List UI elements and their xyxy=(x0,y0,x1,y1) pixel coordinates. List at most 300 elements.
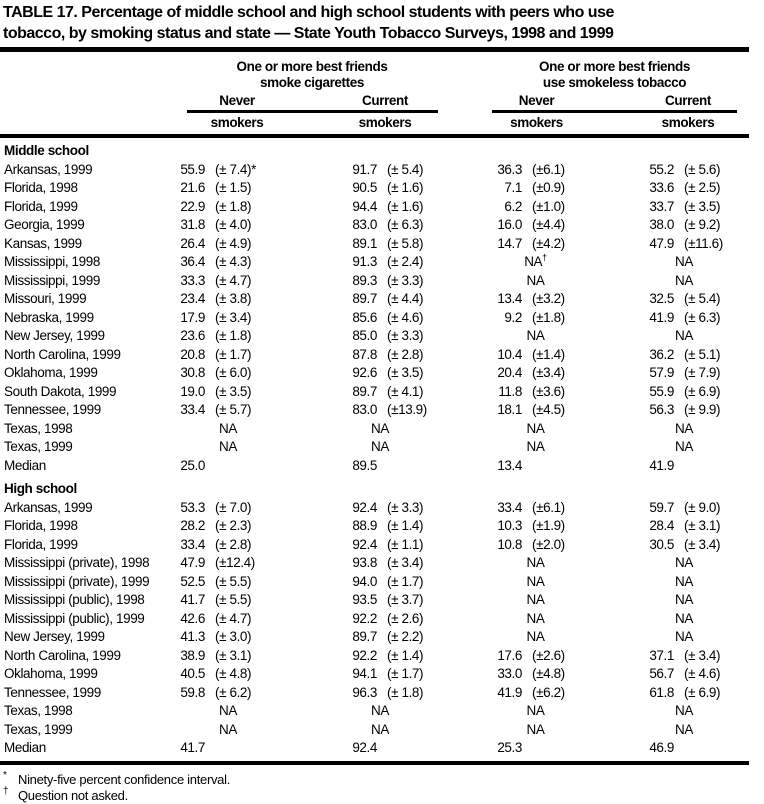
value-cell: 57.9 xyxy=(649,365,674,380)
row-label: Median xyxy=(4,740,46,755)
value-cell: 89.3 xyxy=(352,272,377,288)
na-cell: NA xyxy=(526,555,545,570)
table-row xyxy=(0,383,749,402)
column-header-smokers-2: smokers xyxy=(358,115,412,130)
ci-cell: (± 3.3) xyxy=(387,499,424,515)
ci-cell: (± 1.8) xyxy=(387,684,424,700)
value-cell: 11.8 xyxy=(498,383,522,399)
ci-cell: (± 5.6) xyxy=(684,161,721,177)
ci-cell: (± 2.5) xyxy=(684,180,721,195)
na-cell: NA xyxy=(526,328,545,343)
ci-cell: (± 9.0) xyxy=(684,499,721,515)
table-row xyxy=(0,179,749,198)
table-row xyxy=(0,235,749,254)
value-cell: 59.7 xyxy=(649,499,674,515)
value-cell: 55.9 xyxy=(180,161,205,177)
value-cell: 89.1 xyxy=(352,235,377,251)
column-header-smokers-3: smokers xyxy=(510,115,563,130)
value-cell: 46.9 xyxy=(649,740,674,755)
ci-cell: (±3.2) xyxy=(532,291,565,306)
group1-line2: smoke cigarettes xyxy=(260,75,364,90)
na-cell: NA xyxy=(675,254,693,269)
ci-cell: (±3.4) xyxy=(532,365,565,380)
value-cell: 94.0 xyxy=(352,573,377,589)
ci-cell: (± 3.5) xyxy=(215,383,252,399)
ci-cell: (±2.0) xyxy=(532,536,565,552)
row-label: Kansas, 1999 xyxy=(4,235,82,251)
table-row xyxy=(0,457,749,476)
ci-cell: (± 2.2) xyxy=(387,629,424,644)
na-cell: NA xyxy=(675,272,693,288)
na-cell: NA xyxy=(526,573,545,589)
na-cell: NA xyxy=(526,703,545,718)
value-cell: 55.9 xyxy=(649,383,674,399)
na-cell: NA xyxy=(675,629,693,644)
ci-cell: (± 1.1) xyxy=(387,536,424,552)
ci-cell: (± 5.1) xyxy=(684,346,721,362)
ci-cell xyxy=(205,457,290,476)
ci-cell: (±1.9) xyxy=(532,518,565,533)
ci-cell: (±4.5) xyxy=(532,402,565,417)
table-row xyxy=(0,665,749,684)
ci-cell xyxy=(674,457,749,476)
ci-cell: (±4.4) xyxy=(532,217,565,232)
ci-cell: (± 1.6) xyxy=(387,180,424,195)
ci-cell: (± 1.4) xyxy=(387,518,424,533)
row-label: Mississippi (public), 1998 xyxy=(4,592,145,607)
na-cell: NA xyxy=(675,573,693,589)
table-row xyxy=(0,420,749,439)
group1-rule xyxy=(187,110,438,113)
table-row xyxy=(0,272,749,291)
row-label: Median xyxy=(4,457,46,473)
ci-cell: (± 3.3) xyxy=(387,272,424,288)
value-cell: 26.4 xyxy=(180,235,205,251)
na-cell: NA xyxy=(219,703,237,718)
column-header-never-2: Never xyxy=(518,93,555,108)
table-row xyxy=(0,161,749,180)
value-cell: 33.4 xyxy=(180,402,205,417)
table-row xyxy=(0,591,749,610)
na-cell: NA xyxy=(675,610,693,626)
ci-cell: (± 1.7) xyxy=(387,573,424,589)
column-subheaders-bottom xyxy=(0,115,749,131)
value-cell: 41.7 xyxy=(180,740,205,755)
ci-cell: (± 1.8) xyxy=(215,328,252,343)
na-cell: NA xyxy=(526,420,545,436)
row-label: Texas, 1999 xyxy=(4,721,73,737)
na-cell: NA xyxy=(219,420,237,436)
ci-cell: (± 3.1) xyxy=(215,647,252,663)
ci-cell: (±6.2) xyxy=(532,684,565,700)
value-cell: 38.0 xyxy=(649,217,674,232)
ci-cell xyxy=(377,457,462,476)
ci-cell: (± 7.0) xyxy=(215,499,252,515)
value-cell: 56.3 xyxy=(649,402,674,417)
ci-cell: (± 3.4) xyxy=(215,309,252,325)
ci-cell: (± 4.9) xyxy=(215,235,252,251)
ci-cell: (± 1.8) xyxy=(215,198,252,214)
ci-cell: (± 1.6) xyxy=(387,198,424,214)
value-cell: 92.4 xyxy=(352,740,377,755)
footnote-text: Ninety-five percent confidence interval. xyxy=(18,771,231,787)
value-cell: 41.9 xyxy=(649,309,674,325)
value-cell: 33.6 xyxy=(649,180,674,195)
ci-cell xyxy=(522,457,597,476)
ci-cell: (± 4.8) xyxy=(215,666,252,681)
value-cell: 89.7 xyxy=(352,291,377,306)
row-label: Arkansas, 1999 xyxy=(4,499,93,515)
footnote: † Question not asked. xyxy=(3,786,128,803)
value-cell: 10.4 xyxy=(497,346,522,362)
value-cell: 91.7 xyxy=(352,161,377,177)
na-cell: NA xyxy=(675,420,693,436)
ci-cell: (±6.1) xyxy=(532,499,565,515)
ci-cell: (±4.2) xyxy=(532,235,565,251)
ci-cell: (± 6.3) xyxy=(387,217,424,232)
row-label: North Carolina, 1999 xyxy=(4,346,121,362)
table-title xyxy=(0,0,749,44)
column-header-smokers-4: smokers xyxy=(661,115,715,130)
value-cell: 41.7 xyxy=(180,592,205,607)
value-cell: 61.8 xyxy=(649,684,674,700)
value-cell: 28.2 xyxy=(180,518,205,533)
column-header-never-1: Never xyxy=(219,93,255,108)
value-cell: 59.8 xyxy=(180,684,205,700)
ci-cell: (± 5.4) xyxy=(684,291,721,306)
ci-cell: (± 3.4) xyxy=(387,555,424,570)
value-cell: 47.9 xyxy=(649,235,674,251)
ci-cell: (± 2.4) xyxy=(387,254,424,269)
section-heading: Middle school xyxy=(4,143,89,158)
ci-cell: (±1.8) xyxy=(532,309,565,325)
row-label: Mississippi (private), 1998 xyxy=(4,555,150,570)
ci-cell: (± 4.3) xyxy=(215,254,252,269)
value-cell: 92.2 xyxy=(352,647,377,663)
ci-cell: (± 3.4) xyxy=(684,647,721,663)
section-heading-row xyxy=(0,142,749,161)
na-cell: NA xyxy=(675,555,693,570)
table-row xyxy=(0,290,749,309)
row-label: Texas, 1998 xyxy=(4,703,73,718)
ci-cell: (± 1.5) xyxy=(215,180,252,195)
ci-cell: (± 6.0) xyxy=(215,365,252,380)
ci-cell: (± 4.7) xyxy=(215,610,252,626)
na-cell: NA xyxy=(675,592,693,607)
value-cell: 16.0 xyxy=(497,217,522,232)
ci-cell xyxy=(674,739,749,758)
table-row xyxy=(0,198,749,217)
group-rules xyxy=(0,110,749,113)
value-cell: 88.9 xyxy=(352,518,377,533)
table-row xyxy=(0,346,749,365)
na-cell: NA xyxy=(526,272,545,288)
na-cell: NA xyxy=(675,439,693,454)
ci-cell: (± 6.9) xyxy=(684,383,721,399)
column-group-headers xyxy=(0,52,749,91)
ci-cell xyxy=(205,739,290,758)
value-cell: 21.6 xyxy=(180,180,205,195)
value-cell: 94.1 xyxy=(352,666,377,681)
table-row xyxy=(0,499,749,518)
value-cell: 41.9 xyxy=(497,684,522,700)
ci-cell: (± 6.9) xyxy=(684,684,721,700)
table-row xyxy=(0,401,749,420)
section-heading: High school xyxy=(4,481,77,496)
na-cell: NA† xyxy=(524,252,547,269)
ci-cell: (±0.9) xyxy=(532,180,565,195)
footnote: * Ninety-five percent confidence interval. xyxy=(3,770,231,787)
column-header-current-1: Current xyxy=(362,93,408,108)
row-label: Oklahoma, 1999 xyxy=(4,365,98,380)
na-cell: NA xyxy=(675,328,693,343)
na-cell: NA xyxy=(526,439,545,454)
ci-cell: (± 3.8) xyxy=(215,291,252,306)
table-row xyxy=(0,364,749,383)
dagger-superscript: † xyxy=(542,252,547,263)
value-cell: 6.2 xyxy=(504,198,522,214)
value-cell: 33.4 xyxy=(180,536,205,552)
group1-line1: One or more best friends xyxy=(236,59,388,74)
value-cell: 41.9 xyxy=(649,457,674,473)
ci-cell: (± 5.8) xyxy=(387,235,424,251)
table-header xyxy=(0,52,749,131)
column-subheaders-top xyxy=(0,93,749,109)
value-cell: 89.7 xyxy=(352,629,377,644)
value-cell: 20.4 xyxy=(497,365,522,380)
ci-cell xyxy=(377,739,462,758)
value-cell: 83.0 xyxy=(352,402,377,417)
value-cell: 92.4 xyxy=(352,536,377,552)
ci-cell: (± 3.4) xyxy=(684,536,721,552)
group2-rule xyxy=(492,110,737,113)
ci-cell: (± 4.1) xyxy=(387,383,424,399)
value-cell: 22.9 xyxy=(180,198,205,214)
ci-cell: (±1.4) xyxy=(532,346,565,362)
value-cell: 40.5 xyxy=(180,666,205,681)
value-cell: 13.4 xyxy=(497,457,522,473)
group-header-smoke-cigarettes xyxy=(156,59,468,91)
value-cell: 32.5 xyxy=(649,291,674,306)
ci-cell: (± 3.7) xyxy=(387,592,424,607)
table-row xyxy=(0,309,749,328)
row-label: Mississippi, 1998 xyxy=(4,254,100,269)
row-label: Tennessee, 1999 xyxy=(4,402,101,417)
value-cell: 10.8 xyxy=(497,536,522,552)
ci-cell: (± 2.6) xyxy=(387,610,424,626)
row-label: Florida, 1999 xyxy=(4,536,78,552)
value-cell: 93.8 xyxy=(352,555,377,570)
value-cell: 30.5 xyxy=(649,536,674,552)
value-cell: 36.3 xyxy=(497,161,522,177)
ci-cell: (± 4.6) xyxy=(684,666,721,681)
column-header-current-2: Current xyxy=(665,93,711,108)
group2-line1: One or more best friends xyxy=(539,59,690,74)
row-label: Florida, 1999 xyxy=(4,198,78,214)
value-cell: 38.9 xyxy=(180,647,205,663)
value-cell: 17.9 xyxy=(180,309,205,325)
value-cell: 91.3 xyxy=(352,254,377,269)
na-cell: NA xyxy=(219,439,237,454)
row-label: Texas, 1999 xyxy=(4,439,73,454)
ci-cell: (± 5.5) xyxy=(215,592,252,607)
na-cell: NA xyxy=(526,610,545,626)
table-section xyxy=(0,480,749,758)
na-cell: NA xyxy=(219,721,237,737)
ci-cell: (±1.0) xyxy=(532,198,565,214)
value-cell: 89.5 xyxy=(352,457,377,473)
ci-cell: (± 5.4) xyxy=(387,161,424,177)
value-cell: 85.0 xyxy=(352,328,377,343)
ci-cell: (± 4.6) xyxy=(387,309,424,325)
value-cell: 47.9 xyxy=(180,555,205,570)
value-cell: 25.0 xyxy=(180,457,205,473)
value-cell: 92.4 xyxy=(352,499,377,515)
ci-cell: (± 1.7) xyxy=(215,346,252,362)
na-cell: NA xyxy=(526,629,545,644)
value-cell: 14.7 xyxy=(497,235,522,251)
ci-cell: (± 4.0) xyxy=(215,217,252,232)
value-cell: 17.6 xyxy=(497,647,522,663)
ci-cell: (± 5.7) xyxy=(215,402,252,417)
ci-cell: (± 2.8) xyxy=(215,536,252,552)
row-label: Mississippi (public), 1999 xyxy=(4,610,145,626)
value-cell: 83.0 xyxy=(352,217,377,232)
row-label: Florida, 1998 xyxy=(4,518,78,533)
ci-cell: (± 3.1) xyxy=(684,518,721,533)
row-label: Missouri, 1999 xyxy=(4,291,87,306)
table-row xyxy=(0,536,749,555)
table-row xyxy=(0,739,749,758)
row-label: Mississippi, 1999 xyxy=(4,272,100,288)
ci-cell: (±11.6) xyxy=(684,235,723,251)
value-cell: 42.6 xyxy=(180,610,205,626)
value-cell: 30.8 xyxy=(180,365,205,380)
value-cell: 19.0 xyxy=(180,383,205,399)
value-cell: 92.6 xyxy=(352,365,377,380)
value-cell: 20.8 xyxy=(180,346,205,362)
ci-cell: (±12.4) xyxy=(215,555,255,570)
value-cell: 89.7 xyxy=(352,383,377,399)
na-cell: NA xyxy=(371,439,389,454)
row-label: Georgia, 1999 xyxy=(4,217,85,232)
value-cell: 33.7 xyxy=(649,198,674,214)
footnotes xyxy=(0,765,749,804)
ci-cell: (± 6.3) xyxy=(684,309,721,325)
value-cell: 7.1 xyxy=(504,180,522,195)
value-cell: 25.3 xyxy=(497,740,522,755)
ci-cell: (± 5.5) xyxy=(215,573,252,589)
ci-cell: (±13.9) xyxy=(387,402,427,417)
table-title-line2: tobacco, by smoking status and state — State Youth Tobacco Surveys, 1998 and 1999 xyxy=(3,25,614,42)
ci-cell: (± 2.3) xyxy=(215,518,252,533)
row-label: Texas, 1998 xyxy=(4,420,73,436)
table-row xyxy=(0,438,749,457)
na-cell: NA xyxy=(675,721,693,737)
na-cell: NA xyxy=(371,703,389,718)
ci-cell: (± 1.7) xyxy=(387,666,424,681)
ci-cell: (± 4.4) xyxy=(387,291,424,306)
table-section xyxy=(0,142,749,475)
na-cell: NA xyxy=(371,420,389,436)
table-row xyxy=(0,517,749,536)
na-cell: NA xyxy=(526,721,545,737)
value-cell: 33.4 xyxy=(497,499,522,515)
value-cell: 53.3 xyxy=(180,499,205,515)
table-row xyxy=(0,721,749,740)
table-row xyxy=(0,327,749,346)
ci-cell: (± 7.4)* xyxy=(215,161,256,177)
ci-cell: (±6.1) xyxy=(532,161,565,177)
table-row xyxy=(0,684,749,703)
value-cell: 31.8 xyxy=(180,217,205,232)
table-row xyxy=(0,628,749,647)
row-label: Nebraska, 1999 xyxy=(4,309,94,325)
row-label: Florida, 1998 xyxy=(4,180,78,195)
value-cell: 9.2 xyxy=(504,309,522,325)
table-row xyxy=(0,554,749,573)
table-row xyxy=(0,253,749,272)
ci-cell: (± 4.7) xyxy=(215,272,252,288)
value-cell: 33.3 xyxy=(180,272,205,288)
table-row xyxy=(0,647,749,666)
value-cell: 93.5 xyxy=(352,592,377,607)
ci-cell: (±4.8) xyxy=(532,666,565,681)
ci-cell: (± 3.3) xyxy=(387,328,424,343)
group2-line2: use smokeless tobacco xyxy=(542,75,687,90)
row-label: New Jersey, 1999 xyxy=(4,328,105,343)
table-row xyxy=(0,610,749,629)
value-cell: 90.5 xyxy=(352,180,377,195)
value-cell: 28.4 xyxy=(649,518,674,533)
table-title-line1: TABLE 17. Percentage of middle school and high school students with peers who use xyxy=(3,4,614,21)
value-cell: 36.2 xyxy=(649,346,674,362)
value-cell: 94.4 xyxy=(352,198,377,214)
row-label: Oklahoma, 1999 xyxy=(4,666,98,681)
value-cell: 41.3 xyxy=(180,629,205,644)
row-label: Tennessee, 1999 xyxy=(4,684,101,700)
ci-cell: (± 1.4) xyxy=(387,647,424,663)
table-row xyxy=(0,702,749,721)
ci-cell: (± 3.5) xyxy=(387,365,424,380)
footnote-text: Question not asked. xyxy=(18,787,128,803)
value-cell: 96.3 xyxy=(352,684,377,700)
value-cell: 13.4 xyxy=(497,291,522,306)
table-body xyxy=(0,138,749,758)
value-cell: 52.5 xyxy=(180,573,205,589)
ci-cell: (± 9.2) xyxy=(684,217,721,232)
value-cell: 18.1 xyxy=(497,402,522,417)
column-header-smokers-1: smokers xyxy=(210,115,264,130)
value-cell: 37.1 xyxy=(649,647,674,663)
section-heading-row xyxy=(0,480,749,499)
value-cell: 23.4 xyxy=(180,291,205,306)
value-cell: 56.7 xyxy=(649,666,674,681)
na-cell: NA xyxy=(371,721,389,737)
row-label: Arkansas, 1999 xyxy=(4,161,93,177)
group-header-smokeless-tobacco xyxy=(471,59,758,91)
row-label: North Carolina, 1999 xyxy=(4,647,121,663)
value-cell: 36.4 xyxy=(180,254,205,269)
ci-cell: (± 6.2) xyxy=(215,684,252,700)
value-cell: 92.2 xyxy=(352,610,377,626)
ci-cell: (± 3.5) xyxy=(684,198,721,214)
row-label: South Dakota, 1999 xyxy=(4,383,117,399)
row-label: New Jersey, 1999 xyxy=(4,629,105,644)
value-cell: 10.3 xyxy=(497,518,522,533)
ci-cell: (± 9.9) xyxy=(684,402,721,417)
ci-cell: (± 7.9) xyxy=(684,365,721,380)
